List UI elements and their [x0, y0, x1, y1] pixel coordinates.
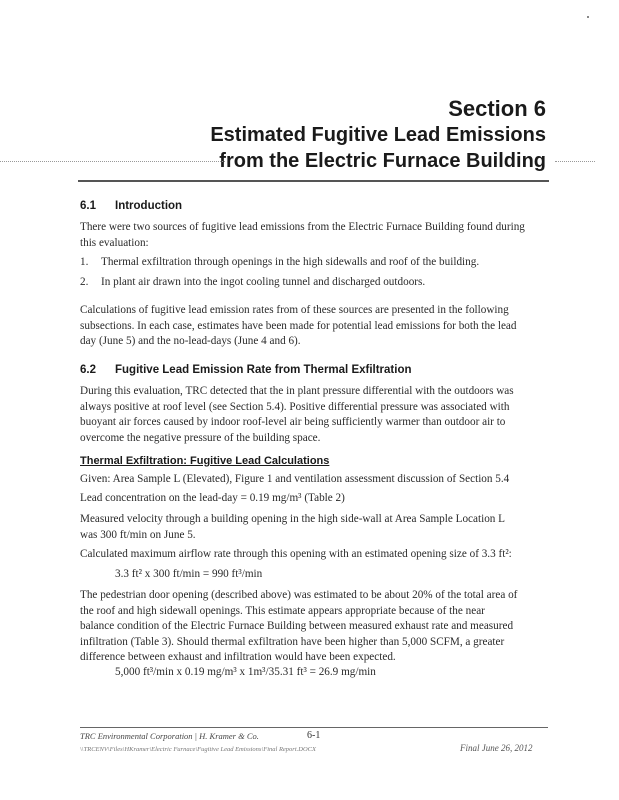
- heading-number: 6.2: [80, 364, 96, 376]
- text-line: subsections. In each case, estimates have been made for potential lead emissions for both the lead: [80, 319, 517, 332]
- heading-6-1: [80, 200, 182, 212]
- footer-file-path: \\TRCENV\Files\HKramer\Electric Furnace\Fugitive Lead Emissions\Final Report.DOCX: [80, 746, 316, 753]
- footer-company: TRC Environmental Corporation | H. Kramer & Co.: [80, 731, 259, 741]
- given-line: Given: Area Sample L (Elevated), Figure 1 and ventilation assessment discussion of Section 5.4: [80, 473, 510, 485]
- text-line: this evaluation:: [80, 236, 149, 249]
- heading-number: 6.1: [80, 200, 96, 212]
- text-line: overcome the negative pressure of the building space.: [80, 431, 321, 444]
- text-line: always positive at roof level (see Section 5.4). Positive differential pressure was associated with: [80, 400, 510, 413]
- text-line: day (June 5) and the no-lead-days (June 4 and 6).: [80, 335, 301, 347]
- text-line: difference between exhaust and infiltration would have been expected.: [80, 651, 396, 663]
- dotted-leader-left: [0, 161, 225, 162]
- section-title-line-2: from the Electric Furnace Building: [219, 150, 546, 172]
- intro-paragraph: [80, 220, 548, 251]
- heading-6-2: [80, 364, 412, 376]
- heading-title: Fugitive Lead Emission Rate from Thermal Exfiltration: [115, 364, 412, 376]
- text-line: There were two sources of fugitive lead emissions from the Electric Furnace Building found during: [80, 221, 525, 233]
- text-line: was 300 ft/min on June 5.: [80, 528, 196, 541]
- equation-emission-rate: 5,000 ft³/min x 0.19 mg/m³ x 1m³/35.31 ft³ = 26.9 mg/min: [115, 666, 376, 678]
- list-item: [80, 276, 548, 288]
- list-item: [80, 256, 548, 268]
- header-rule: [78, 180, 549, 182]
- text-line: infiltration (Table 3). Should thermal exfiltration have been higher than 5,000 SCFM, a greater: [80, 635, 505, 648]
- heading-title: Introduction: [115, 200, 183, 212]
- lead-concentration-line: Lead concentration on the lead-day = 0.19 mg/m³ (Table 2): [80, 492, 345, 504]
- text-line: the roof and high sidewall openings. This estimate appears appropriate because of the near: [80, 604, 485, 617]
- calculations-paragraph: [80, 303, 548, 350]
- scan-speck: [587, 16, 589, 18]
- text-line: The pedestrian door opening (described above) was estimated to be about 20% of the total area of: [80, 589, 518, 601]
- door-opening-paragraph: [80, 588, 548, 666]
- dotted-leader-right: [555, 161, 595, 162]
- footer-date: Final June 26, 2012: [460, 743, 533, 753]
- list-text: In plant air drawn into the ingot cooling tunnel and discharged outdoors.: [101, 276, 426, 288]
- text-line: Measured velocity through a building opening in the high side-wall at Area Sample Location L: [80, 513, 506, 525]
- airflow-line: Calculated maximum airflow rate through this opening with an estimated opening size of 3.3 ft²:: [80, 548, 512, 560]
- list-text: Thermal exfiltration through openings in the high sidewalls and roof of the building.: [101, 256, 480, 268]
- subheading-thermal-exfiltration: Thermal Exfiltration: Fugitive Lead Calculations: [80, 455, 330, 467]
- list-number: 2.: [80, 276, 89, 288]
- evaluation-paragraph: [80, 384, 548, 446]
- text-line: buoyant air forces caused by indoor roof-level air being sufficiently warmer than outdoor air to: [80, 416, 506, 428]
- text-line: balance condition of the Electric Furnace Building between measured exhaust rate and measured: [80, 620, 514, 632]
- footer-rule: [80, 727, 548, 728]
- section-number: Section 6: [448, 96, 546, 121]
- section-heading: [210, 96, 546, 174]
- equation-airflow: 3.3 ft² x 300 ft/min = 990 ft³/min: [115, 568, 263, 580]
- text-line: During this evaluation, TRC detected that the in plant pressure differential with the outdoors was: [80, 385, 514, 397]
- page-number: 6-1: [307, 730, 321, 741]
- list-number: 1.: [80, 256, 89, 268]
- section-title-line-1: Estimated Fugitive Lead Emissions: [210, 124, 546, 146]
- velocity-paragraph: [80, 512, 548, 543]
- text-line: Calculations of fugitive lead emission rates from of these sources are presented in the following: [80, 304, 509, 316]
